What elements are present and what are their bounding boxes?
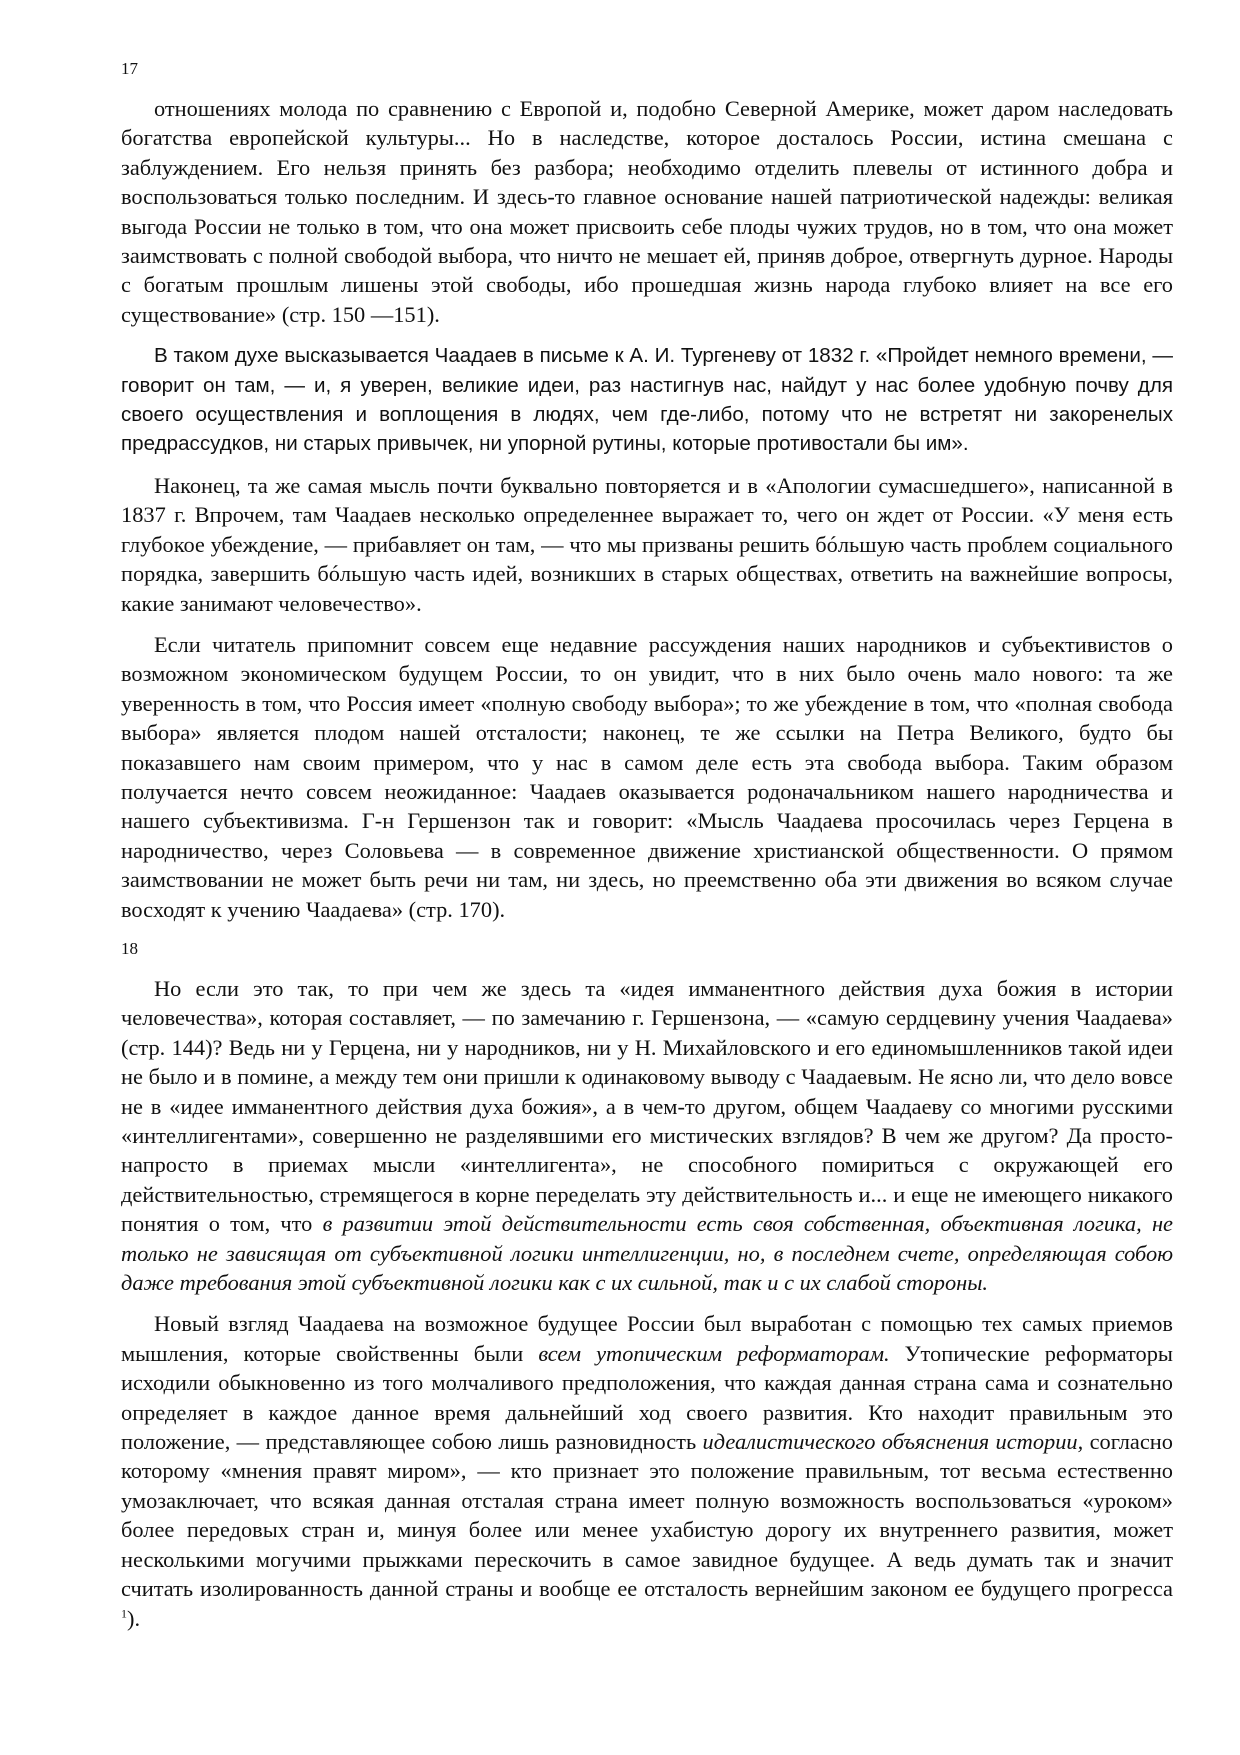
paragraph-6-text-c: согласно которому «мнения правят миром», — кто признает это положение правильным, тот весьма естественно умозаключает, что всякая данная отсталая страна имеет полную возможность воспользоваться «уроком» более передовых стран и, минуя более или менее ухабистую дорогу их внутреннего развития, может несколькими могучими прыжками перескочить в самое завидное будущее. А ведь думать так и значит считать изолированность данной страны и вообще ее отсталость вернейшим законом ее будущего прогресса xyxy=(121,1429,1173,1602)
paragraph-6-text-a: Новый взгляд Чаадаева на возможное будущее России был выработан с помощью тех самых приемов мышления, которые свойственны были xyxy=(121,1311,1173,1366)
paragraph-6-italic-2: идеалистического объяснения истории, xyxy=(702,1429,1084,1455)
paragraph-4: Если читатель припомнит совсем еще недавние рассуждения наших народников и субъективистов о возможном экономическом будущем России, то он увидит, что в них было очень мало нового: та же уверенность в том, что Россия имеет «полную свободу выбора»; то же убеждение в том, что «полная свобода выбора» является плодом нашей отсталости; наконец, те же ссылки на Петра Великого, будто бы показавшего нам своим примером, что у нас в самом деле есть эта свобода выбора. Таким образом получается нечто совсем неожиданное: Чаадаев оказывается родоначальником нашего народничества и нашего субъективизма. Г-н Гершензон так и говорит: «Мысль Чаадаева просочилась через Герцена в народничество, через Соловьева — в современное движение христианской общественности. О прямом заимствовании не может быть речи ни там, ни здесь, но преемственно оба эти движения во всяком случае восходят к учению Чаадаева» (стр. 170). xyxy=(121,631,1173,922)
paragraph-6-text-b: Утопические реформаторы исходили обыкновенно из того молчаливого предположения, что каждая данная страна сама и сознательно определяет в каждое данное время дальнейший ход своего развития. Кто находит правильным это положение, — представляющее собою лишь разновидность xyxy=(121,1340,1173,1455)
page-content xyxy=(121,58,1173,1645)
paragraph-5-text: Но если это так, то при чем же здесь та «идея имманентного действия духа божия в истории человечества», которая составляет, — по замечанию г. Гершензона, — «самую сердцевину учения Чаадаева» (стр. 144)? Ведь ни у Герцена, ни у народников, ни у Н. Михайловского и его единомышленников такой идеи не было и в помине, а между тем они пришли к одинаковому выводу с Чаадаевым. Не ясно ли, что дело вовсе не в «идее имманентного действия духа божия», а в чем-то другом, общем Чаадаеву со многими русскими «интеллигентами», совершенно не разделявшими его мистических взглядов? В чем же другом? Да просто-напросто в приемах мысли «интеллигента», не способного помириться с окружающей его действительностью, стремящегося в корне переделать эту действительность и... и еще не имеющего никакого понятия о том, что xyxy=(121,975,1173,1237)
paragraph-3: Наконец, та же самая мысль почти буквально повторяется и в «Апологии сумасшедшего», написанной в 1837 г. Впрочем, там Чаадаев несколько определеннее выражает то, чего он ждет от России. «У меня есть глубокое убеждение, — прибавляет он там, — что мы призваны решить бóльшую часть проблем социального порядка, завершить бóльшую часть идей, возникших в старых обществах, ответить на важнейшие вопросы, какие занимают человечество». xyxy=(121,472,1173,616)
paragraph-5 xyxy=(121,974,1173,1297)
paragraph-6 xyxy=(121,1309,1173,1632)
page-number-17: 17 xyxy=(121,59,138,78)
paragraph-6-text-end: ). xyxy=(127,1605,141,1631)
paragraph-1: отношениях молода по сравнению с Европой и, подобно Северной Америке, может даром наследовать богатства европейской культуры... Но в наследстве, которое досталось России, истина смешана с заблуждением. Его нельзя принять без разбора; необходимо отделить плевелы от истинного добра и воспользоваться только последним. И здесь-то главное основание нашей патриотической надежды: великая выгода России не только в том, что она может присвоить себе плоды чужих трудов, но в том, что она может заимствовать с полной свободой выбора, что ничто не мешает ей, приняв доброе, отвергнуть дурное. Народы с богатым прошлым лишены этой свободы, ибо прошедшая жизнь народа глубоко влияет на все его существование» (стр. 150 —151). xyxy=(121,96,1173,327)
paragraph-6-italic-1: всем утопическим реформаторам. xyxy=(538,1340,890,1366)
paragraph-5-italic: в развитии этой действительности есть своя собственная, объективная логика, не только не зависящая от субъективной логики интеллигенции, но, в последнем счете, определяющая собою даже требования этой субъективной логики как с их сильной, так и с их слабой стороны. xyxy=(121,1211,1173,1296)
page-number-18: 18 xyxy=(121,938,138,958)
paragraph-2: В таком духе высказывается Чаадаев в письме к А. И. Тургеневу от 1832 г. «Пройдет немного времени, — говорит он там, — и, я уверен, великие идеи, раз настигнув нас, найдут у нас более удобную почву для своего осуществления и воплощения в людях, чем где-либо, потому что не встретят ни закоренелых предрассудков, ни старых привычек, ни упорной рутины, которые противостали бы им». xyxy=(121,344,1173,456)
footnote-marker: 1 xyxy=(121,1606,127,1621)
